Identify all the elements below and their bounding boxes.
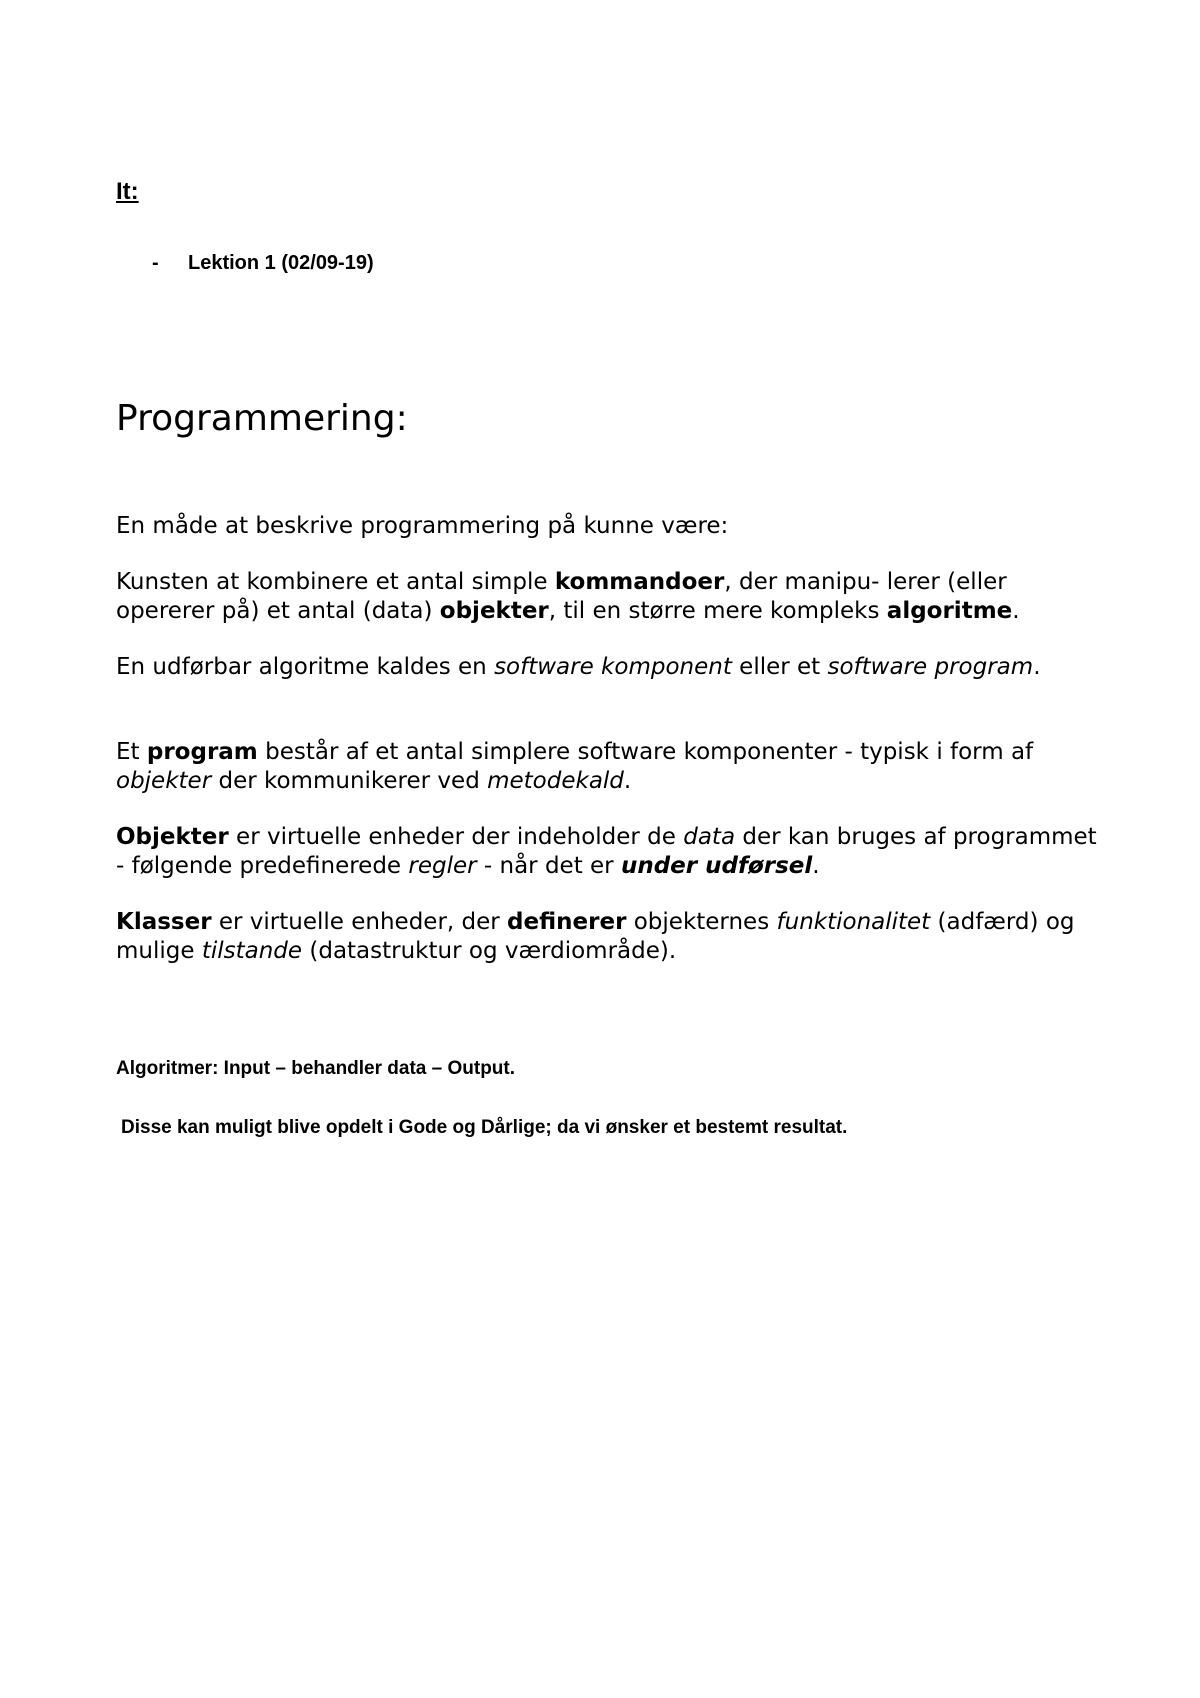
term-objekter-italic: objekter	[116, 768, 212, 794]
text-run: - når det er	[476, 853, 621, 879]
algorithms-line: Algoritmer: Input – behandler data – Output.	[116, 1058, 516, 1079]
text-run: Kunsten at kombinere et antal simple	[116, 569, 555, 595]
term-definerer: definerer	[507, 909, 627, 935]
program-paragraph	[116, 738, 1106, 796]
term-metodekald: metodekald	[487, 768, 624, 794]
kunsten-paragraph	[116, 568, 1106, 626]
list-bullet: -	[152, 252, 159, 274]
term-under-udfoersel: under udførsel	[620, 853, 813, 879]
text-run: er virtuelle enheder der indeholder de	[228, 824, 684, 850]
term-klasser: Klasser	[116, 909, 212, 935]
disse-line: Disse kan muligt blive opdelt i Gode og Dårlige; da vi ønsker et bestemt resultat.	[121, 1117, 848, 1138]
term-regler: regler	[408, 853, 477, 879]
software-paragraph	[116, 653, 1106, 682]
text-run: .	[623, 768, 632, 794]
text-run: , der manipu- lerer (eller opererer på) et antal (data)	[116, 569, 1007, 624]
term-program: program	[146, 739, 258, 765]
lesson-label: Lektion 1 (02/09-19)	[188, 252, 374, 274]
document-heading: It:	[116, 178, 139, 205]
text-run: .	[1033, 654, 1041, 680]
text-run: består af et antal simplere software komponenter - typisk i form af	[257, 739, 1034, 765]
term-data: data	[683, 824, 736, 850]
term-funktionalitet: funktionalitet	[776, 909, 931, 935]
term-objekter-bold: Objekter	[116, 824, 229, 850]
section-title: Programmering:	[116, 398, 408, 439]
text-run: , til en større mere kompleks	[548, 598, 887, 624]
term-objekter: objekter	[439, 598, 549, 624]
text-run: .	[812, 853, 820, 879]
term-software-program: software program	[827, 654, 1034, 680]
objekter-paragraph	[116, 823, 1106, 881]
lesson-list-item	[152, 252, 374, 275]
text-run: En udførbar algoritme kaldes en	[116, 654, 495, 680]
term-software-komponent: software komponent	[494, 654, 732, 680]
text-run: (adfærd) og mulige	[116, 909, 1075, 964]
klasser-paragraph	[116, 908, 1106, 966]
text-run: objekternes	[626, 909, 777, 935]
term-algoritme: algoritme	[886, 598, 1013, 624]
term-kommandoer: kommandoer	[554, 569, 725, 595]
text-run: der kan bruges af programmet - følgende predefinerede	[116, 824, 1097, 879]
text-run: (datastruktur og værdiområde).	[302, 938, 677, 964]
text-run: .	[1012, 598, 1020, 624]
text-run: Et	[116, 739, 147, 765]
intro-paragraph: En måde at beskrive programmering på kunne være:	[116, 513, 729, 539]
text-run: eller et	[731, 654, 828, 680]
term-tilstande: tilstande	[201, 938, 303, 964]
text-run: er virtuelle enheder, der	[211, 909, 508, 935]
text-run: der kommunikerer ved	[211, 768, 488, 794]
